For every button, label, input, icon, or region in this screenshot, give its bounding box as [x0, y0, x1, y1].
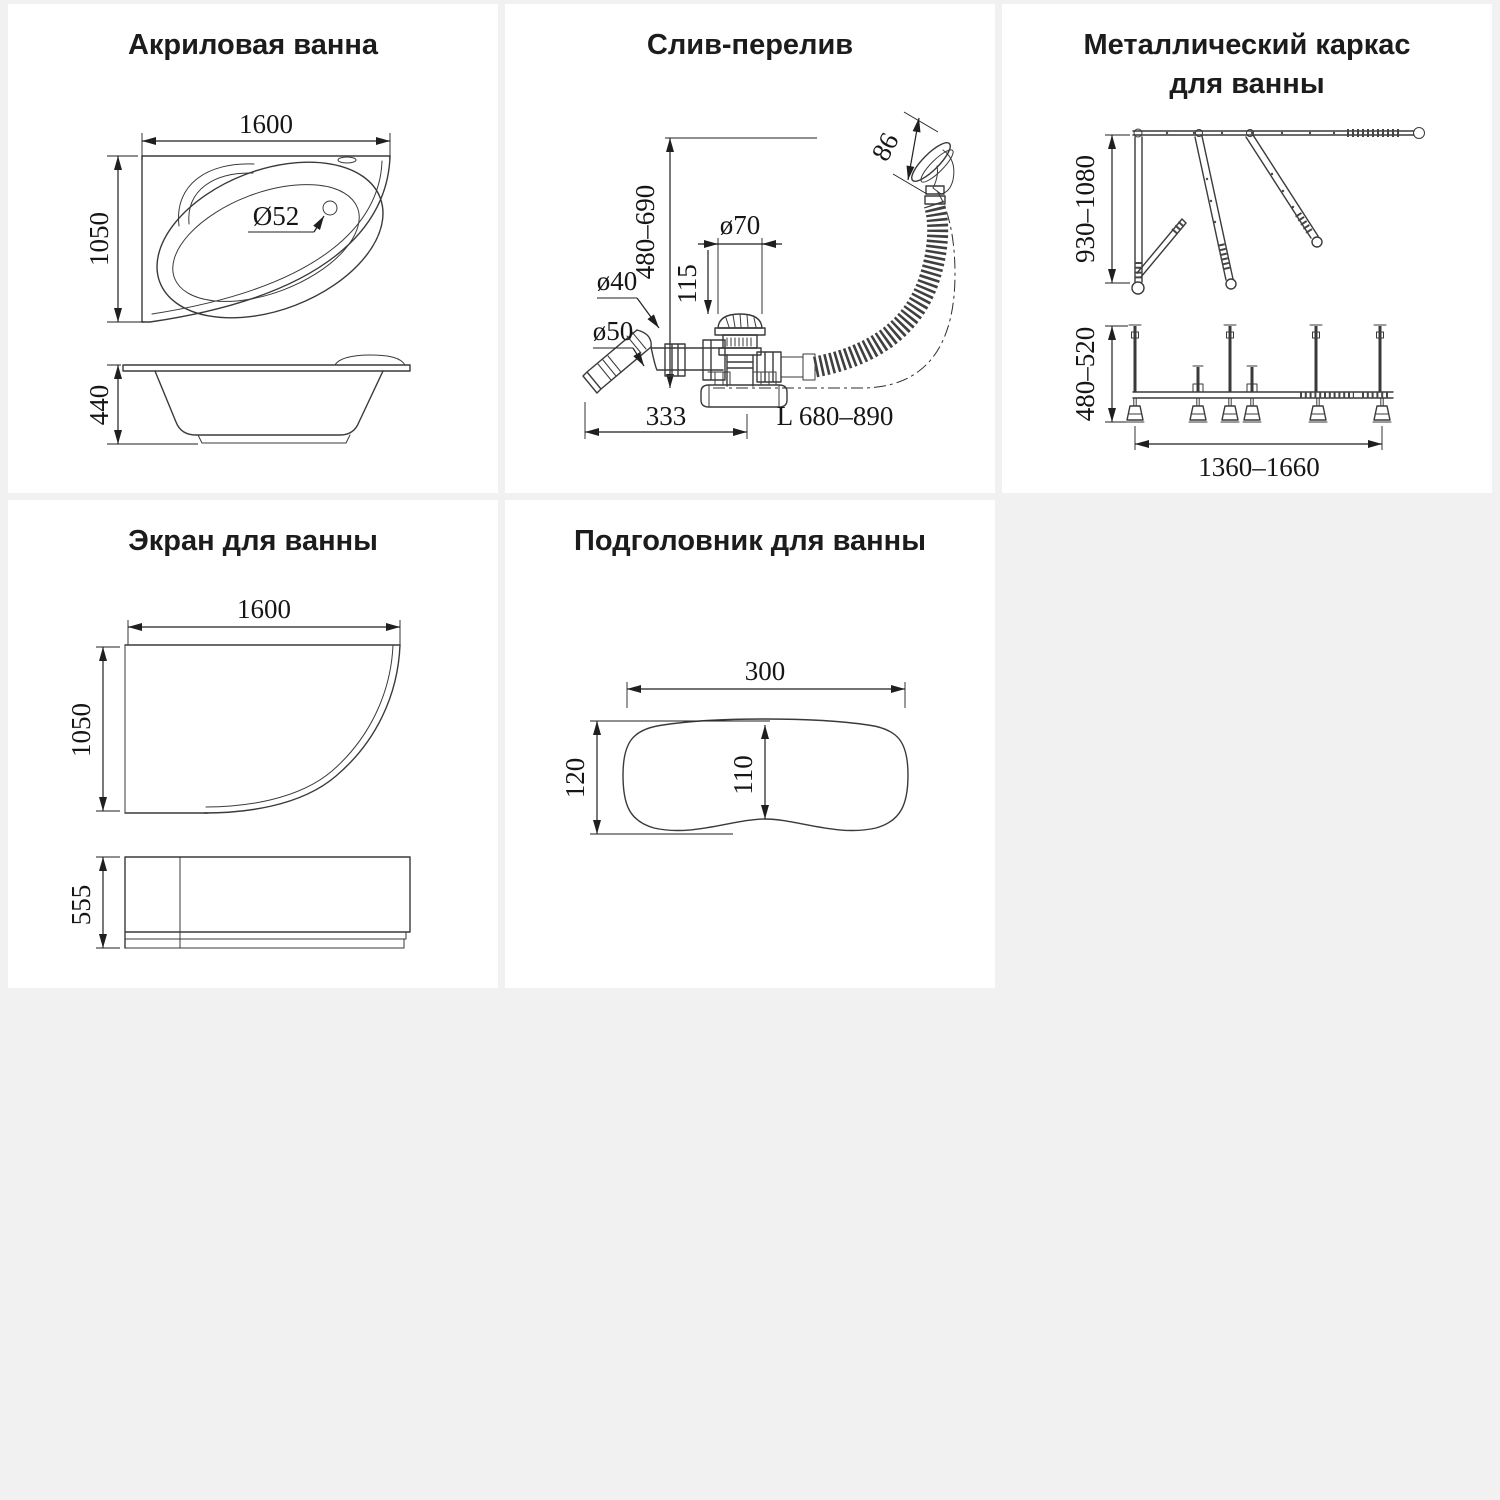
dim-overflow-width-label: 86: [865, 127, 905, 166]
dim-screen-depth-label: 1050: [66, 703, 96, 757]
screen-height-dimension: [66, 857, 120, 948]
dim-frame-height-label: 480–520: [1070, 326, 1100, 422]
panel-drain-overflow: [505, 4, 995, 493]
panel-screen: [8, 500, 498, 988]
bathtub-top-view: [135, 132, 405, 347]
frame-leg-height-dimension: [1070, 135, 1130, 283]
dim-cap-height-label: 115: [672, 264, 702, 304]
frame-legs-view: [1132, 128, 1425, 295]
screen-width-dimension: [128, 594, 400, 645]
dim-screen-width-label: 1600: [237, 594, 291, 624]
frame-top-bar: [1133, 131, 1414, 135]
frame-height-dimension: [1070, 326, 1128, 422]
headrest-outline: [179, 164, 254, 226]
drain-overflow-drawing: [505, 104, 995, 493]
base-plinth: [198, 435, 350, 443]
dim-pipe50-label: ø50: [592, 316, 634, 346]
horizontal-pipe: [637, 330, 723, 370]
panel-bathtub-title: Акриловая ванна: [127, 29, 379, 61]
headrest-inner-height-dimension: [728, 725, 765, 819]
bathtub-height-dimension: [84, 365, 198, 444]
dim-frame-width-label: 1360–1660: [1198, 452, 1320, 482]
screen-depth-dimension: [66, 647, 120, 811]
dim-screen-height-label: 555: [66, 884, 96, 926]
screen-side-view: [125, 857, 410, 948]
dim-cap-diameter-label: ø70: [719, 210, 761, 240]
panel-frame: [1002, 4, 1492, 493]
frame-strut-c: [1246, 135, 1318, 238]
dim-height-range-label: 480–690: [630, 184, 660, 280]
panel-headrest: [505, 500, 995, 988]
overflow-height-dimension: [630, 138, 817, 388]
bathtub-side-view: [123, 355, 410, 443]
headrest-width-dimension: [627, 656, 905, 708]
frame-drawing: [1002, 104, 1492, 493]
drain-hole: [323, 201, 337, 215]
dim-headrest-width-label: 300: [744, 656, 786, 686]
bathtub-drain-dimension: [248, 201, 324, 232]
frame-front-view: [1126, 325, 1393, 422]
frame-width-dimension: [1135, 426, 1382, 482]
headrest-drawing: [505, 590, 995, 988]
panel-bathtub: [8, 4, 498, 493]
overflow-slot: [338, 157, 356, 163]
dim-hose-length-label: L 680–890: [776, 401, 894, 431]
empty-cell: [1002, 500, 1492, 988]
panel-drain-title: Слив-перелив: [646, 29, 854, 61]
dim-pipe40-label: ø40: [596, 266, 638, 296]
overflow-hose: [815, 204, 938, 367]
drain-assembly: [701, 314, 815, 407]
frame-left-leg: [1135, 137, 1142, 282]
cap-height-dimension: [672, 250, 708, 314]
screen-drawing: [8, 590, 498, 988]
bathtub-width-dimension: [142, 109, 390, 160]
headrest-side: [335, 355, 405, 365]
screen-top-view: [125, 645, 400, 813]
dim-width-label: 1600: [239, 109, 293, 139]
bathtub-depth-dimension: [84, 156, 144, 322]
dim-depth-label: 1050: [84, 212, 114, 266]
panel-headrest-title: Подголовник для ванны: [574, 525, 926, 557]
overflow-width-dimension: [865, 112, 938, 194]
dim-height-label: 440: [84, 384, 114, 426]
cap-diameter-dimension: [698, 210, 782, 314]
dim-headrest-inner-label: 110: [728, 755, 758, 795]
overflow-head: [907, 138, 957, 204]
dim-leg-height-label: 930–1080: [1070, 155, 1100, 263]
panel-frame-title: Металлический каркас для ванны: [1083, 29, 1411, 100]
dim-headrest-height-label: 120: [560, 757, 590, 799]
bathtub-drawing: [8, 104, 498, 493]
dim-drain-label: Ø52: [252, 201, 300, 231]
panel-screen-title: Экран для ванны: [128, 525, 378, 557]
dim-length-label: 333: [645, 401, 687, 431]
